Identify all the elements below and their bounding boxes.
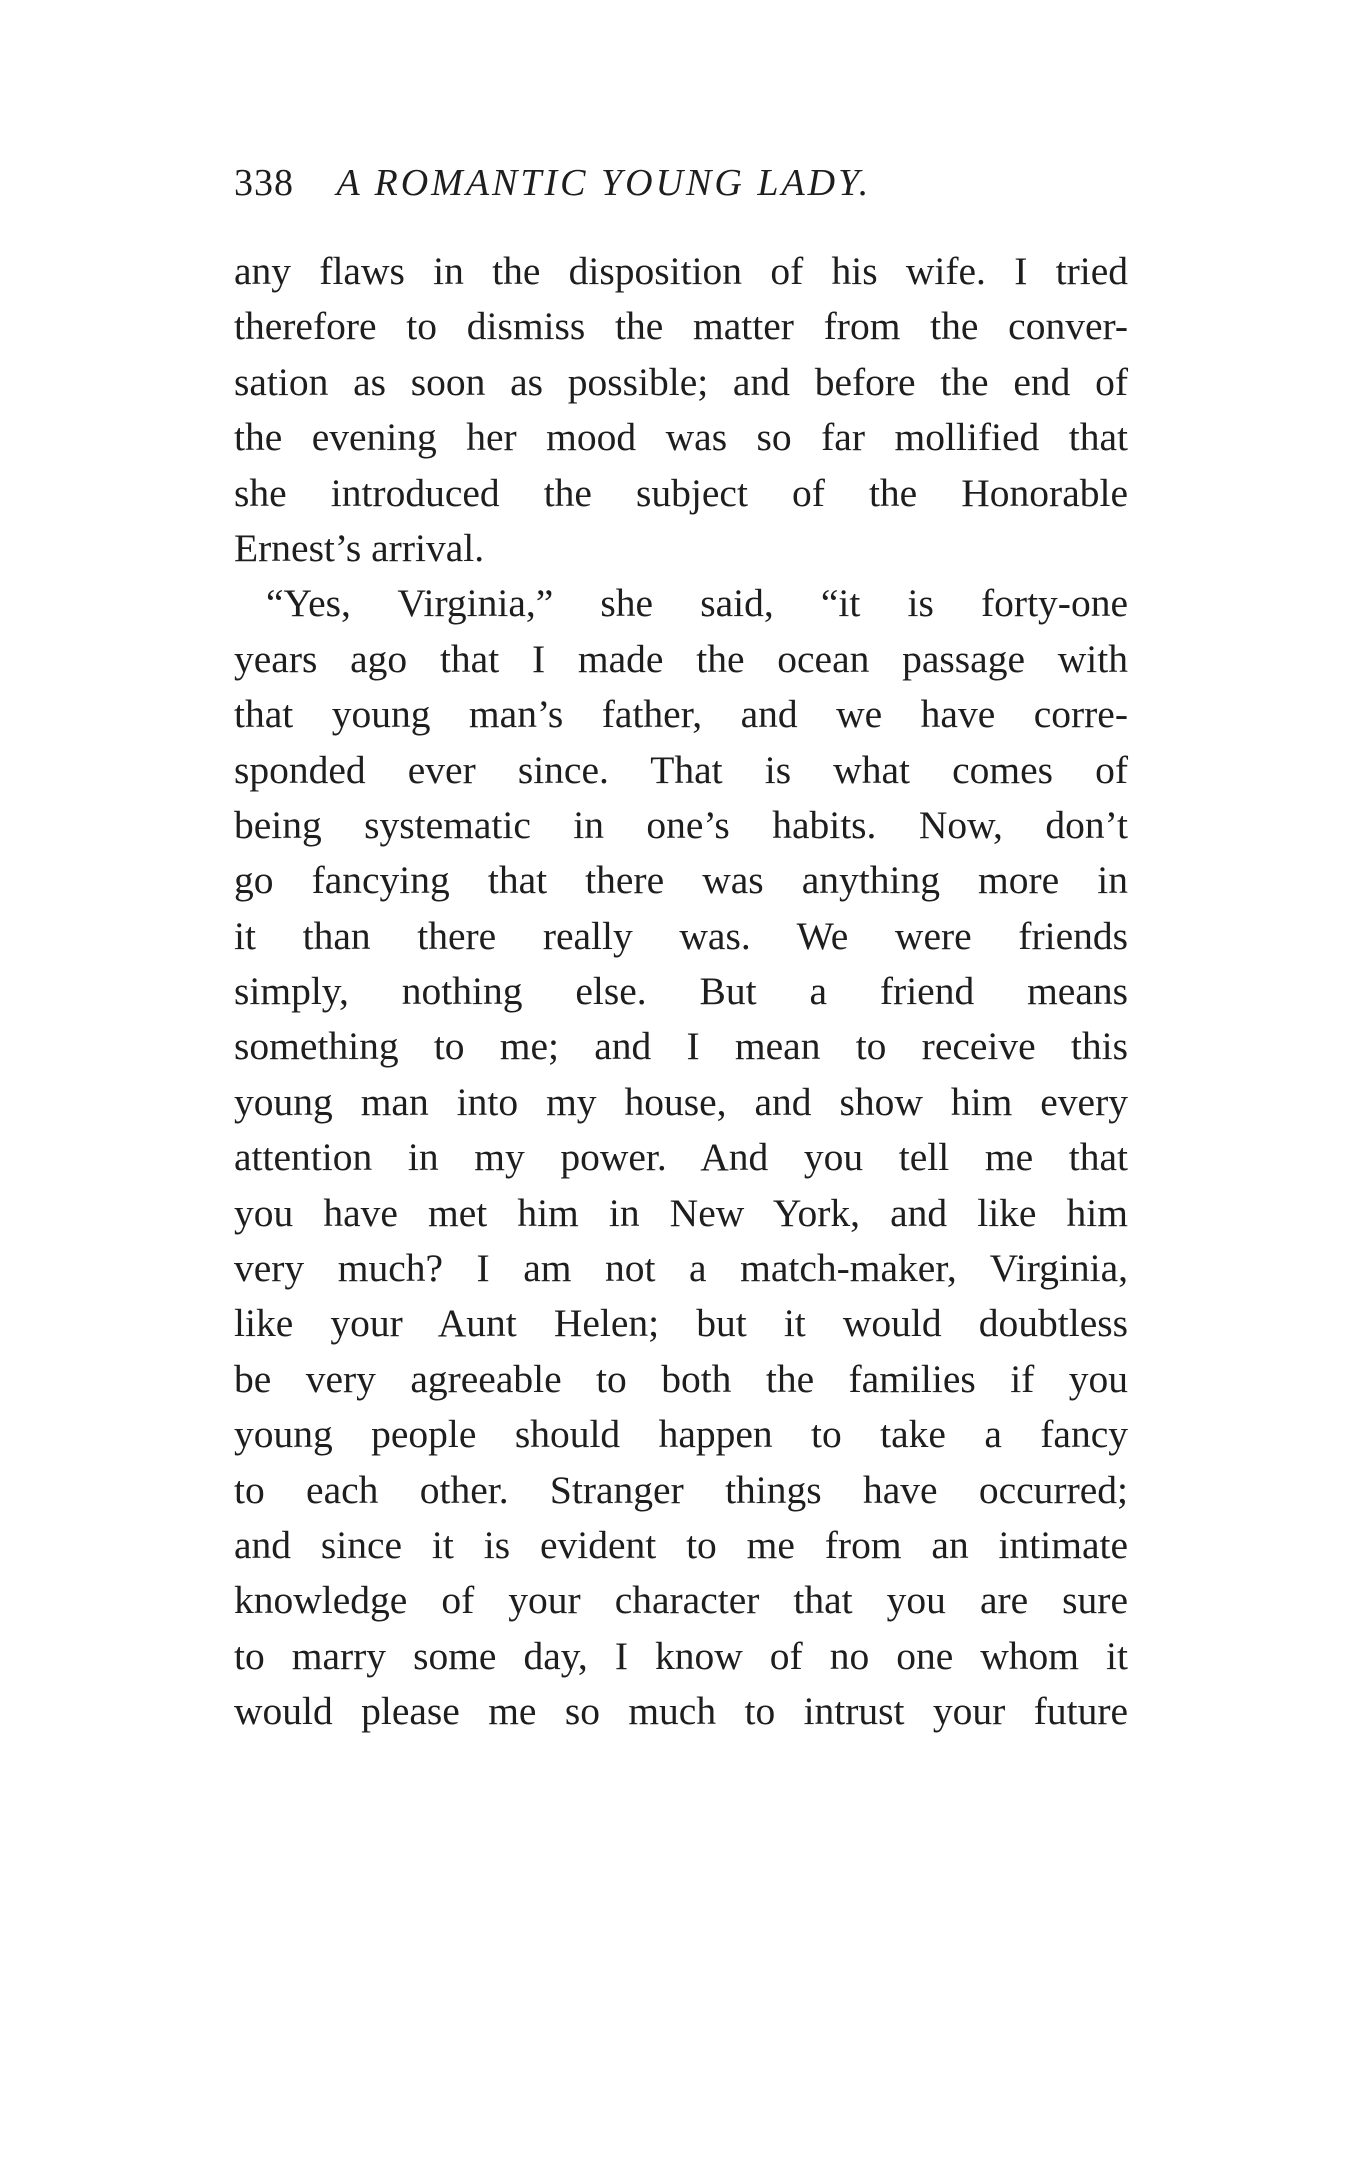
text-line: young people should happen to take a fancy [234, 1412, 1128, 1457]
text-line: the evening her mood was so far mollified that [234, 415, 1128, 460]
text-line: like your Aunt Helen; but it would doubtless [234, 1301, 1128, 1346]
text-line: she introduced the subject of the Honorable [234, 470, 1128, 515]
text-line: very much? I am not a match-maker, Virginia, [234, 1246, 1128, 1291]
text-line: that young man’s father, and we have corre- [234, 692, 1128, 737]
text-line: being systematic in one’s habits. Now, don’t [234, 802, 1128, 847]
text-line: “Yes, Virginia,” she said, “it is forty-one [266, 581, 1128, 626]
text-line: to each other. Stranger things have occurred; [234, 1467, 1128, 1512]
text-line: years ago that I made the ocean passage with [234, 636, 1128, 681]
text-line: sponded ever since. That is what comes of [234, 747, 1128, 792]
text-line: go fancying that there was anything more in [234, 858, 1128, 903]
text-line: any flaws in the disposition of his wife. I tried [234, 249, 1128, 293]
text-line: something to me; and I mean to receive this [234, 1024, 1128, 1069]
text-line: be very agreeable to both the families if you [234, 1356, 1128, 1401]
text-line: Ernest’s arrival. [234, 525, 485, 570]
text-line: you have met him in New York, and like him [234, 1190, 1128, 1235]
text-line: attention in my power. And you tell me that [234, 1135, 1128, 1180]
text-line: to marry some day, I know of no one whom it [234, 1633, 1128, 1678]
text-line: knowledge of your character that you are sure [234, 1578, 1128, 1623]
text-line: and since it is evident to me from an intimate [234, 1522, 1128, 1567]
running-title: A ROMANTIC YOUNG LADY. [336, 162, 872, 204]
page-number: 338 [234, 162, 294, 204]
text-line: sation as soon as possible; and before the end of [234, 359, 1128, 404]
text-line: simply, nothing else. But a friend means [234, 969, 1128, 1014]
text-line: therefore to dismiss the matter from the conver- [234, 304, 1128, 349]
text-line: young man into my house, and show him every [234, 1079, 1128, 1124]
text-line: would please me so much to intrust your future [234, 1689, 1128, 1734]
running-head [234, 158, 1134, 208]
body-text [234, 244, 1128, 1740]
text-line: it than there really was. We were friends [234, 913, 1128, 958]
